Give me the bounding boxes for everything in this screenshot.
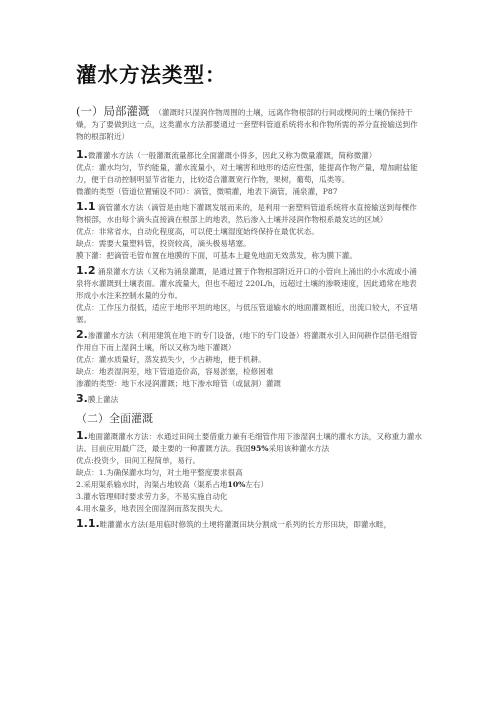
section-full-irrigation: （二）全面灌溉 (76, 412, 153, 425)
section-local-irrigation (76, 103, 424, 143)
film-irrigation-text: 膜下灌：把滴管毛管布置在地膜的下面，可基本上避免地面无效蒸发，称为膜下灌。 (76, 251, 357, 260)
subsection-heading: 地面灌溉灌水方法：水通过田间土要借重力兼有毛细管作用下渗湿润土壤的灌水方法，又称重力灌水法。目前应用最广泛，最主要的一种灌溉方法。我国 (76, 432, 422, 453)
subsection-1 (76, 149, 424, 162)
subsection-number: 1.1 (76, 200, 96, 213)
subsection-border-irrigation (76, 518, 424, 531)
subsection-heading: 畦灌灌水方法(是用临时修筑的土埂将灌溉田块分割成一系列的长方形田块，即灌水畦， (99, 520, 392, 529)
subsection-number: 2. (76, 328, 88, 341)
subsection-heading: 涌泉灌水方法（又称为涌泉灌溉，是通过置于作物根部附近开口的小管向上涌出的小水流或小涌泉将水灌溉到土壤表面。灌水流量大，但也不超过 220L/h，远超过土壤的渗吸速度，因此通常在地表形成小水注来控制水量的分布。 (76, 267, 417, 300)
subsection-1-2 (76, 265, 424, 302)
advantages-text: 优点：灌水质量好，蒸发损失少，少占耕地，便于机耕。 (76, 355, 266, 364)
subsection-number: 1. (76, 429, 88, 442)
section-heading: (一）局部灌溉 (76, 104, 150, 118)
subsection-heading: 滴管灌水方法（滴管是由地下灌溉发展而来的，是利用一套塑料管道系统将水直接输送到每棵作物根部，水由每个滴头直接滴在根部上的地表，然后渗入土壤并浸润作物根系最发达的区域） (76, 203, 417, 224)
page-title: 灌水方法类型： (76, 63, 227, 87)
subsection-heading-tail: 采用该种灌水方法 (268, 444, 330, 453)
percentage-value: 95% (250, 444, 269, 453)
subsection-heading: 微灌灌水方法（一般灌溉流量都比全面灌溉小得多，因此又称为微量灌溉，简称微灌） (87, 151, 377, 160)
advantages-text: 优点：工作压力很低，适应于地形平坦的地区，与低压管道输水的地面灌溉相近，出流口较大，不宜堵塞。 (76, 303, 418, 324)
subsection-surface-irrigation (76, 430, 424, 455)
subsection-heading: 渗灌灌水方法（利用建筑在地下的专门设备，(地下的专门设备）将灌溉水引入田间耕作层借毛细管作用自下而上湿润土壤，所以又称为地下灌溉） (76, 331, 418, 352)
advantages-text: 优点:投资少，田间工程简单，易行。 (76, 456, 201, 465)
subsection-number: 1.1. (76, 517, 100, 530)
disadvantages-item-2 (76, 479, 424, 491)
disadvantages-item-1: 缺点：1.为确保灌水均匀，对土地平整度要求很高 (76, 468, 243, 477)
types-text: 渗灌的类型：地下水浸润灌溉；地下渗水暗管（或鼠洞）灌溉 (76, 379, 282, 388)
advantages-text: 优点：灌水均匀，节约能量，灌水流量小，对土壤害和地形的适应性强，能提高作物产量，增加耐盐能力，便于自动控制明显节省能力，比较适合灌溉宽行作物，果树，葡萄，瓜类等。 (76, 163, 418, 184)
disadvantages-item-3: 3.灌水管理师时要求劳力多，不易实施自动化 (76, 492, 228, 501)
disadvantages-text: 缺点：需要大量塑料管，投资较高，滴头极易堵塞。 (76, 239, 251, 248)
types-text: 微灌的类型（管道位置铺设不同）：滴管，微喷灌，地表下滴管，涌泉灌，P87 (76, 187, 338, 196)
subsection-number: 1.2 (76, 264, 96, 277)
percentage-value: 10% (227, 480, 246, 489)
section-note: （灌溉时只湿润作物周围的土壤，远离作物根部的行间或棵间的土壤仍保持干燥，为了要做到这一点，这类灌水方法都要通过一套塑料管道系统将水和作物所需的养分直接输送到作物的根部附近） (76, 108, 418, 141)
subsection-number: 1. (76, 148, 88, 161)
subsection-1-1 (76, 201, 424, 226)
subsection-number: 3. (76, 392, 88, 405)
disadvantages-item-4: 4.用水量多，地表因全面湿润而蒸发损失大。 (76, 504, 228, 513)
item-text: 2.采用渠系输水时，沟渠占地较高（渠系占地 (76, 480, 228, 489)
advantages-text: 优点：非常省水，自动化程度高，可以使土壤湿度始终保持在最优状态。 (76, 227, 319, 236)
subsection-heading: 膜上灌法 (87, 395, 119, 404)
document-page (76, 62, 424, 531)
item-text-tail: 左右） (245, 480, 269, 489)
subsection-3 (76, 393, 424, 406)
disadvantages-text: 缺点：地表湿润差，地下管道造价高，容易淤塞，检修困难 (76, 367, 274, 376)
subsection-2 (76, 329, 424, 354)
